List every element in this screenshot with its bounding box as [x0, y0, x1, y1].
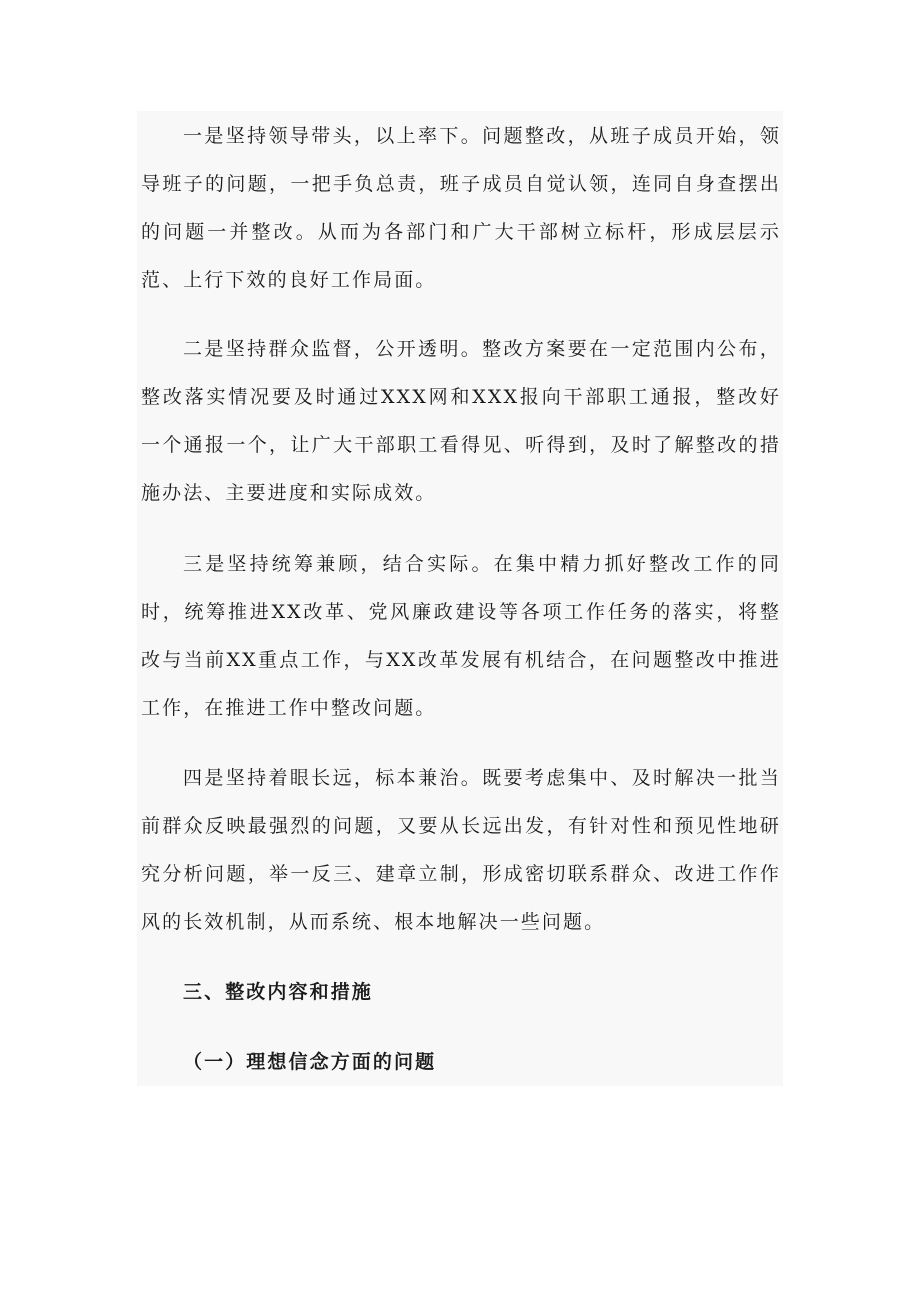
- paragraph-coordination: 三是坚持统筹兼顾，结合实际。在集中精力抓好整改工作的同时，统筹推进XX改革、党风廉政建设等各项工作任务的落实，将整改与当前XX重点工作，与XX改革发展有机结合，在问题整改中推进工作，在推进工作中整改问题。: [141, 553, 781, 719]
- paragraph-supervision: 二是坚持群众监督，公开透明。整改方案要在一定范围内公布，整改落实情况要及时通过XXX网和XXX报向干部职工通报，整改好一个通报一个，让广大干部职工看得见、听得到，及时了解整改的措施办法、主要进度和实际成效。: [141, 338, 781, 504]
- paragraph-leadership: 一是坚持领导带头，以上率下。问题整改，从班子成员开始，领导班子的问题，一把手负总责，班子成员自觉认领，连同自身查摆出的问题一并整改。从而为各部门和广大干部树立标杆，形成层层示范、上行下效的良好工作局面。: [141, 125, 781, 291]
- section-heading: 三、整改内容和措施: [183, 981, 373, 1003]
- paragraph-long-term: 四是坚持着眼长远，标本兼治。既要考虑集中、及时解决一批当前群众反映最强烈的问题，又要从长远出发，有针对性和预见性地研究分析问题，举一反三、建章立制，形成密切联系群众、改进工作作风的长效机制，从而系统、根本地解决一些问题。: [141, 767, 781, 933]
- subsection-heading: （一）理想信念方面的问题: [183, 1051, 437, 1073]
